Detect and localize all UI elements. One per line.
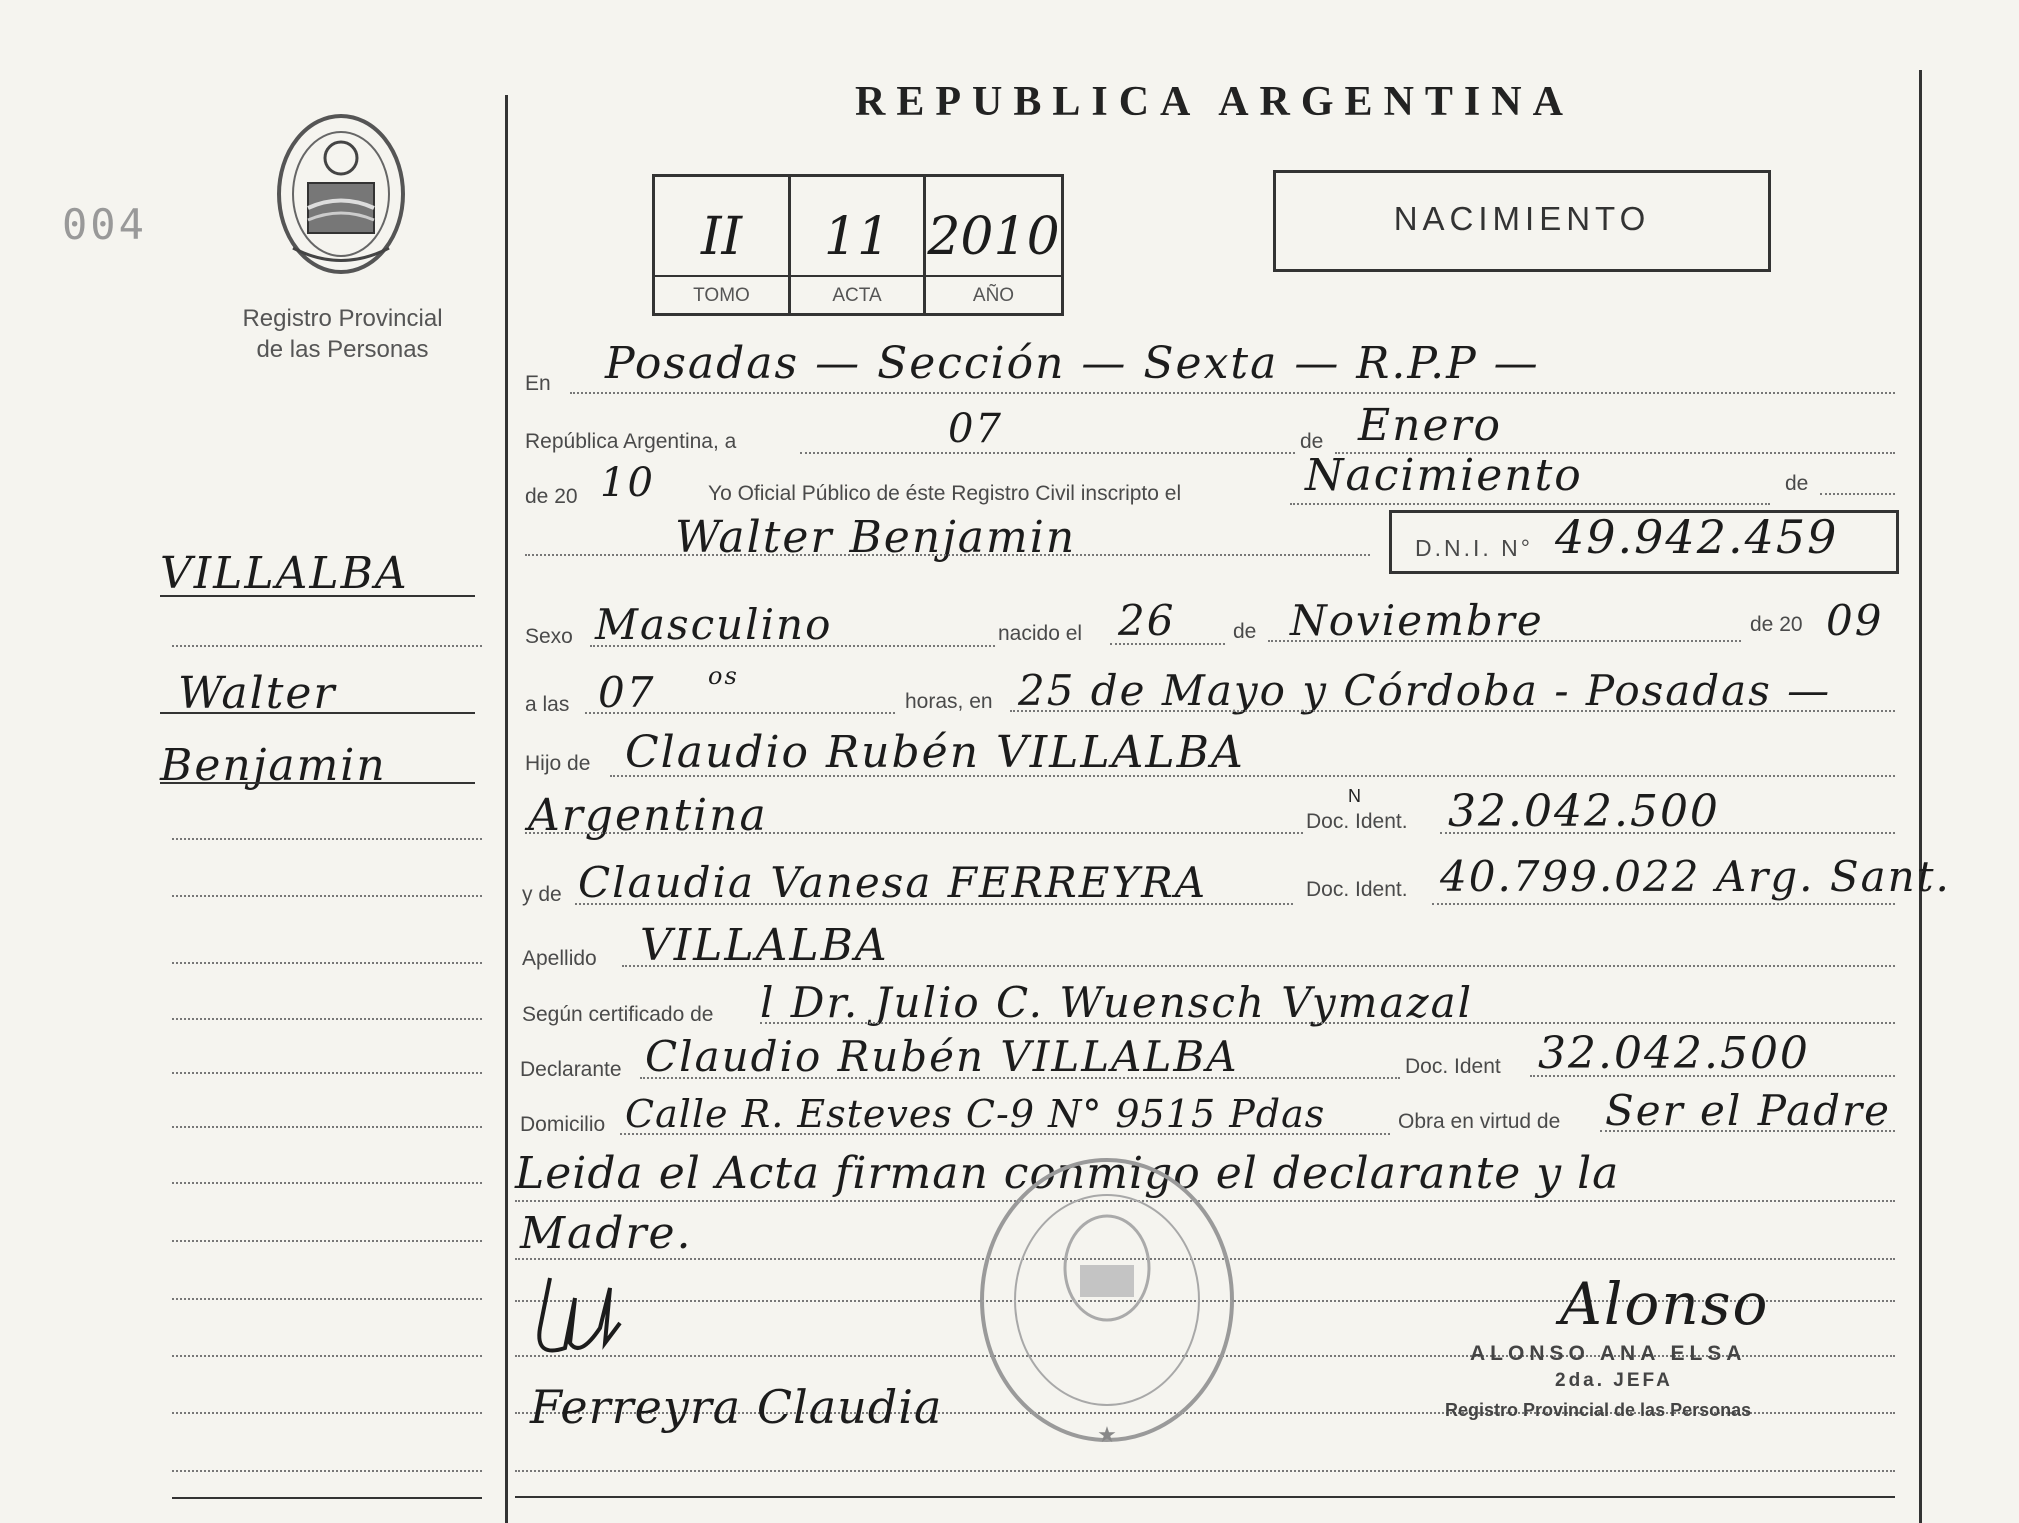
label-obra: Obra en virtud de xyxy=(1398,1110,1561,1133)
label-de-2009: de 20 xyxy=(1750,613,1803,636)
field-place: Posadas — Sección — Sexta — R.P.P — xyxy=(605,338,1540,389)
declarant-signature xyxy=(520,1268,640,1378)
tomo-value: II xyxy=(700,207,743,267)
ruled-line xyxy=(515,1496,1895,1498)
label-en: En xyxy=(525,372,551,395)
field-birth-place: 25 de Mayo y Córdoba - Posadas — xyxy=(1018,666,1832,715)
line-place xyxy=(570,392,1895,394)
label-republica: República Argentina, a xyxy=(525,430,737,453)
line-inscripto xyxy=(1290,503,1770,505)
registry-line-1: Registro Provincial xyxy=(242,305,443,332)
official-signature: Alonso xyxy=(1560,1270,1770,1338)
line-declarant xyxy=(640,1077,1400,1079)
line-birth-month xyxy=(1268,640,1741,642)
label-yo-oficial: Yo Oficial Público de éste Registro Civil inscripto el xyxy=(708,482,1182,505)
margin-line xyxy=(172,962,482,964)
line-father-nationality xyxy=(525,832,1303,834)
label-declarante: Declarante xyxy=(520,1058,622,1081)
margin-line xyxy=(172,1240,482,1242)
tomo-label: TOMO xyxy=(655,275,788,315)
field-father: Claudio Rubén VILLALBA xyxy=(625,727,1245,778)
field-dni-number: 49.942.459 xyxy=(1555,510,1839,564)
acta-label: ACTA xyxy=(791,275,923,315)
margin-line xyxy=(172,1072,482,1074)
field-birth-year: 09 xyxy=(1826,596,1884,645)
margin-line xyxy=(160,782,475,784)
official-office: Registro Provincial de las Personas xyxy=(1445,1400,1752,1420)
line-father xyxy=(610,775,1895,777)
margin-line xyxy=(172,645,482,647)
label-dni: D.N.I. N° xyxy=(1415,535,1533,561)
margin-line xyxy=(172,838,482,840)
label-sexo: Sexo xyxy=(525,625,573,648)
margin-line xyxy=(172,1298,482,1300)
line-declarant-doc xyxy=(1530,1075,1895,1077)
field-virtue: Ser el Padre xyxy=(1605,1086,1891,1135)
margin-line xyxy=(172,1470,482,1472)
line-day xyxy=(800,452,1295,454)
registry-title xyxy=(205,303,480,365)
margin-line xyxy=(172,1355,482,1357)
field-certificate: l Dr. Julio C. Wuensch Vymazal xyxy=(760,978,1474,1027)
field-mother-doc: 40.799.022 Arg. Sant. xyxy=(1440,852,1951,901)
registry-line-2: de las Personas xyxy=(256,336,429,363)
label-a-las: a las xyxy=(525,693,570,716)
left-border-line xyxy=(505,95,508,1523)
label-y-de: y de xyxy=(522,883,562,906)
margin-line xyxy=(172,1497,482,1499)
anio-cell xyxy=(926,177,1061,313)
line-de-end xyxy=(1820,493,1895,495)
right-border-line xyxy=(1919,70,1922,1523)
tomo-cell xyxy=(655,177,791,313)
margin-name-2: Benjamin xyxy=(160,740,387,791)
label-doc-ident-2: Doc. Ident. xyxy=(1306,878,1408,901)
acta-cell xyxy=(791,177,926,313)
field-month: Enero xyxy=(1358,400,1503,451)
official-role: 2da. JEFA xyxy=(1555,1370,1673,1391)
country-title: REPUBLICA ARGENTINA xyxy=(855,79,1574,125)
record-number-box xyxy=(652,174,1064,316)
field-address: Calle R. Esteves C-9 N° 9515 Pdas xyxy=(625,1092,1326,1136)
line-virtue xyxy=(1600,1130,1895,1132)
ruled-line xyxy=(515,1470,1895,1472)
margin-surname: VILLALBA xyxy=(160,548,409,599)
field-day: 07 xyxy=(948,406,1003,452)
page-number: 004 xyxy=(62,200,147,249)
field-inscripto: Nacimiento xyxy=(1305,450,1583,501)
margin-line xyxy=(172,1412,482,1414)
line-father-doc xyxy=(1440,832,1895,834)
margin-line xyxy=(172,1126,482,1128)
label-hijo-de: Hijo de xyxy=(525,752,591,775)
field-father-doc: 32.042.500 xyxy=(1448,786,1720,837)
document-type-box: NACIMIENTO xyxy=(1273,170,1771,272)
coat-of-arms-seal xyxy=(268,108,414,280)
field-declarant-doc: 32.042.500 xyxy=(1538,1028,1810,1079)
field-surname: VILLALBA xyxy=(640,920,889,971)
label-nacido-el: nacido el xyxy=(998,622,1083,645)
field-closing-1: Leida el Acta firman conmigo el declarante y la xyxy=(515,1148,1620,1199)
line-sex xyxy=(590,645,995,647)
field-hour: 07 xyxy=(598,668,656,717)
field-closing-2: Madre. xyxy=(520,1208,693,1259)
line-mother-doc xyxy=(1432,903,1895,905)
margin-line xyxy=(160,712,475,714)
field-child-name: Walter Benjamin xyxy=(675,512,1077,563)
label-doc-ident: Doc. Ident. xyxy=(1306,810,1408,833)
mother-signature: Ferreyra Claudia xyxy=(530,1380,943,1434)
anio-value: 2010 xyxy=(927,207,1060,267)
field-father-nationality: Argentina xyxy=(528,790,768,841)
field-year-suffix: 10 xyxy=(600,460,655,506)
label-de: de xyxy=(1300,430,1324,453)
label-de-20: de 20 xyxy=(525,485,578,508)
margin-line xyxy=(172,1182,482,1184)
line-child-name xyxy=(525,554,1370,556)
acta-value: 11 xyxy=(823,207,891,267)
official-stamp xyxy=(975,1150,1240,1450)
official-name: ALONSO ANA ELSA xyxy=(1470,1342,1747,1365)
svg-text:★: ★ xyxy=(1097,1422,1117,1447)
field-birth-day: 26 xyxy=(1118,596,1176,645)
doc-superscript: N xyxy=(1348,786,1361,806)
label-de-mid: de xyxy=(1233,620,1257,643)
label-apellido: Apellido xyxy=(522,947,597,970)
line-mother xyxy=(575,903,1293,905)
field-declarant: Claudio Rubén VILLALBA xyxy=(645,1032,1239,1081)
margin-line xyxy=(172,1018,482,1020)
margin-line xyxy=(172,895,482,897)
label-segun: Según certificado de xyxy=(522,1003,714,1026)
line-birth-place xyxy=(1010,710,1895,712)
label-domicilio: Domicilio xyxy=(520,1113,606,1136)
line-certificate xyxy=(760,1022,1895,1024)
field-mother: Claudia Vanesa FERREYRA xyxy=(578,858,1208,907)
line-hour xyxy=(585,712,895,714)
margin-line xyxy=(160,595,475,597)
label-horas-en: horas, en xyxy=(905,690,993,713)
anio-label: AÑO xyxy=(926,275,1061,315)
field-hour-sup: os xyxy=(708,662,739,690)
line-address xyxy=(620,1133,1390,1135)
label-de-end: de xyxy=(1785,472,1809,495)
line-birth-day xyxy=(1110,643,1225,645)
field-sex: Masculino xyxy=(595,600,833,649)
field-birth-month: Noviembre xyxy=(1290,596,1544,645)
margin-name-1: Walter xyxy=(178,668,337,719)
line-surname xyxy=(622,965,1895,967)
label-doc-ident-3: Doc. Ident xyxy=(1405,1055,1501,1078)
